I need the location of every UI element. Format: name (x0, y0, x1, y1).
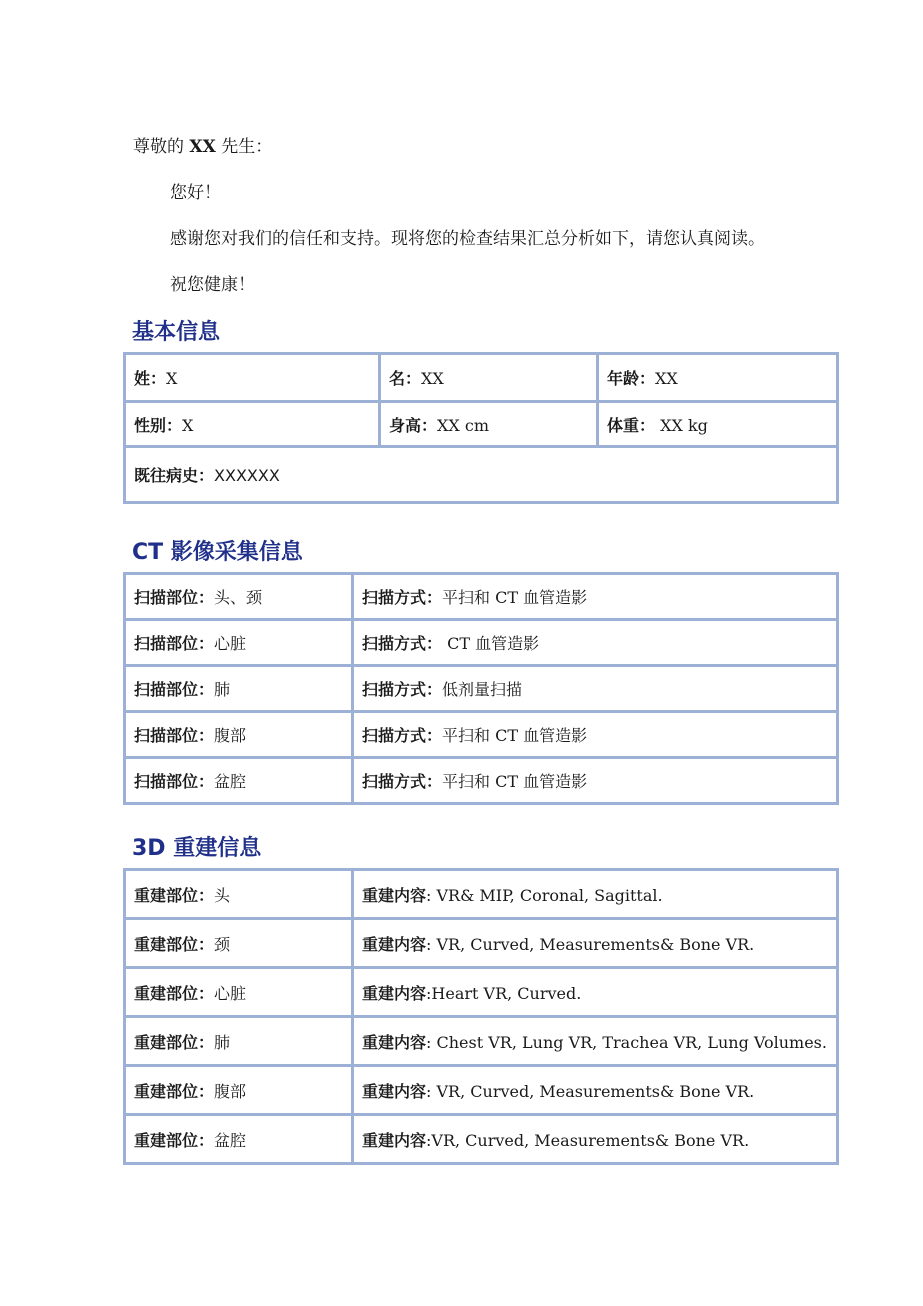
recon-part-cell-value: 头 (214, 885, 231, 905)
recon-content-cell-value: : VR, Curved, Measurements& Bone VR. (426, 1081, 755, 1101)
recon-part-cell-value: 肺 (214, 1032, 231, 1052)
recon-part-cell-value: 心脏 (214, 983, 247, 1003)
basic-info-heading: 基本信息 (132, 320, 221, 345)
table-row (125, 1017, 838, 1066)
hello-line: 您好！ (170, 183, 221, 203)
recon-content-cell-label: 重建内容 (362, 934, 427, 954)
salutation (133, 132, 272, 157)
scan-method-cell (353, 574, 838, 620)
surname-value: X (166, 369, 178, 388)
weight-value: XX kg (655, 415, 708, 435)
table-row (125, 1115, 838, 1164)
thanks-line: 感谢您对我们的信任和支持。现将您的检查结果汇总分析如下，请您认真阅读。 (170, 229, 765, 249)
weight-label: 体重： (607, 415, 656, 435)
table-row (125, 402, 838, 447)
history-label: 既往病史： (134, 466, 215, 485)
scan-method-cell-label: 扫描方式： (362, 588, 443, 607)
ct-info-heading: CT 影像采集信息 (132, 540, 303, 565)
name-value: XX (421, 369, 444, 388)
scan-part-cell-value: 腹部 (214, 726, 247, 745)
recon-part-cell-label: 重建部位： (134, 934, 215, 954)
name-cell (380, 354, 598, 402)
wish-line: 祝您健康！ (170, 275, 255, 295)
scan-part-cell (125, 620, 353, 666)
recon-content-cell (353, 1066, 838, 1115)
scan-method-cell-value: CT 血管造影 (442, 634, 540, 653)
recon-part-cell-label: 重建部位： (134, 1130, 215, 1150)
recon-info-table (123, 868, 839, 1165)
recon-part-cell-label: 重建部位： (134, 1032, 215, 1052)
sex-label: 性别： (134, 415, 183, 435)
scan-method-cell-value: 低剂量扫描 (442, 680, 523, 699)
recon-content-cell (353, 1017, 838, 1066)
scan-part-cell (125, 712, 353, 758)
recon-content-cell-label: 重建内容 (362, 983, 427, 1003)
recon-part-cell (125, 870, 353, 919)
scan-part-cell-value: 头、颈 (214, 588, 263, 607)
scan-method-cell (353, 620, 838, 666)
recon-content-cell-value: : Chest VR, Lung VR, Trachea VR, Lung Volumes. (426, 1032, 827, 1052)
age-value: XX (655, 369, 678, 388)
sex-value: X (182, 415, 194, 435)
recon-part-cell (125, 1017, 353, 1066)
surname-cell (125, 354, 380, 402)
sex-cell (125, 402, 380, 447)
scan-method-cell-label: 扫描方式： (362, 680, 443, 699)
recon-part-cell (125, 968, 353, 1017)
scan-part-cell-value: 盆腔 (214, 772, 247, 791)
scan-part-cell-label: 扫描部位： (134, 634, 215, 653)
recon-content-cell (353, 968, 838, 1017)
recon-content-cell (353, 870, 838, 919)
recon-part-cell-label: 重建部位： (134, 1081, 215, 1101)
height-value: XX cm (437, 415, 490, 435)
table-row (125, 666, 838, 712)
salutation-suffix: 先生： (215, 137, 273, 157)
surname-label: 姓： (134, 369, 167, 388)
recon-part-cell-value: 盆腔 (214, 1130, 247, 1150)
recon-content-cell-label: 重建内容 (362, 1081, 427, 1101)
scan-part-cell-label: 扫描部位： (134, 680, 215, 699)
scan-part-cell-value: 心脏 (214, 634, 247, 653)
salutation-prefix: 尊敬的 (133, 137, 190, 157)
history-cell (125, 447, 838, 503)
recon-part-cell (125, 1066, 353, 1115)
height-label: 身高： (389, 415, 438, 435)
recon-part-cell (125, 1115, 353, 1164)
recon-content-cell-value: :Heart VR, Curved. (426, 983, 582, 1003)
recon-content-cell-label: 重建内容 (362, 1032, 427, 1052)
scan-part-cell-label: 扫描部位： (134, 588, 215, 607)
table-row (125, 1066, 838, 1115)
recon-content-cell-value: : VR, Curved, Measurements& Bone VR. (426, 934, 755, 954)
weight-cell (598, 402, 838, 447)
recon-part-cell-label: 重建部位： (134, 983, 215, 1003)
scan-part-cell-label: 扫描部位： (134, 726, 215, 745)
table-row (125, 354, 838, 402)
name-label: 名： (389, 369, 422, 388)
history-value: XXXXXX (214, 466, 280, 485)
recon-part-cell-value: 腹部 (214, 1081, 247, 1101)
recon-content-cell (353, 919, 838, 968)
recon-content-cell-label: 重建内容 (362, 885, 427, 905)
scan-method-cell-label: 扫描方式： (362, 634, 443, 653)
age-cell (598, 354, 838, 402)
scan-part-cell-value: 肺 (214, 680, 231, 699)
recon-content-cell (353, 1115, 838, 1164)
scan-part-cell-label: 扫描部位： (134, 772, 215, 791)
recon-part-cell-value: 颈 (214, 934, 231, 954)
scan-method-cell-value: 平扫和 CT 血管造影 (442, 588, 588, 607)
table-row (125, 574, 838, 620)
recon-content-cell-value: : VR& MIP, Coronal, Sagittal. (426, 885, 663, 905)
scan-part-cell (125, 758, 353, 804)
scan-method-cell (353, 666, 838, 712)
basic-info-table (123, 352, 839, 504)
scan-method-cell-value: 平扫和 CT 血管造影 (442, 772, 588, 791)
scan-part-cell (125, 666, 353, 712)
salutation-name: XX (189, 137, 216, 157)
recon-info-heading: 3D 重建信息 (132, 836, 262, 861)
ct-info-table (123, 572, 839, 805)
scan-method-cell-label: 扫描方式： (362, 726, 443, 745)
scan-method-cell (353, 758, 838, 804)
recon-content-cell-label: 重建内容 (362, 1130, 427, 1150)
scan-part-cell (125, 574, 353, 620)
scan-method-cell (353, 712, 838, 758)
recon-part-cell (125, 919, 353, 968)
age-label: 年龄： (607, 369, 656, 388)
table-row (125, 919, 838, 968)
height-cell (380, 402, 598, 447)
table-row (125, 968, 838, 1017)
scan-method-cell-label: 扫描方式： (362, 772, 443, 791)
table-row (125, 620, 838, 666)
scan-method-cell-value: 平扫和 CT 血管造影 (442, 726, 588, 745)
table-row (125, 447, 838, 503)
table-row (125, 712, 838, 758)
recon-content-cell-value: :VR, Curved, Measurements& Bone VR. (426, 1130, 750, 1150)
table-row (125, 758, 838, 804)
table-row (125, 870, 838, 919)
recon-part-cell-label: 重建部位： (134, 885, 215, 905)
